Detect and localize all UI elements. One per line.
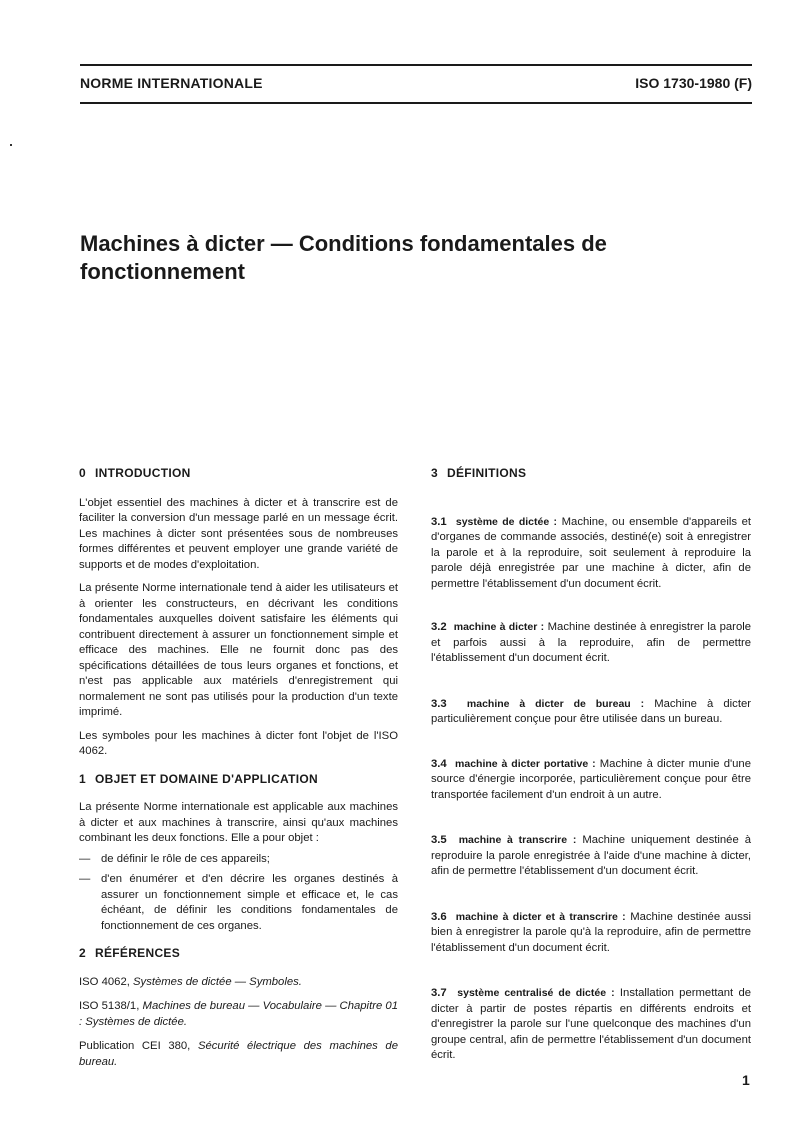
page-header — [80, 64, 752, 104]
document-title: Machines à dicter — Conditions fondamentales de fonctionnement — [80, 231, 607, 284]
reference-item: ISO 4062, Systèmes de dictée — Symboles. — [79, 975, 302, 988]
list-item: — de définir le rôle de ces appareils; — [79, 852, 270, 865]
intro-paragraph: L'objet essentiel des machines à dicter et à transcrire est de faciliter la conversion d'un message parlé en un message écrit. Les machines à dicter sont présentées sous de nombreuses formes différentes et peuvent employer une grande variété de supports et de modes d'exploitation. — [79, 496, 398, 571]
header-standard-type: NORME INTERNATIONALE — [80, 75, 263, 91]
reference-item: ISO 5138/1, Machines de bureau — Vocabulaire — Chapitre 01 : Systèmes de dictée. — [79, 1000, 398, 1028]
scope-paragraph: La présente Norme internationale est applicable aux machines à dicter et aux machines à transcrire, ainsi qu'aux machines combinant les deux fonctions. Elle a pour objet : — [79, 801, 398, 844]
definition-item: 3.6 machine à dicter et à transcrire : Machine destinée aussi bien à enregistrer la parole qu'à la reproduire, afin de permettre l'établissement d'un document écrit. — [431, 910, 752, 954]
list-item: — d'en énumérer et d'en décrire les organes destinés à assurer un fonctionnement simple et efficace et, le cas échéant, de définir les conditions fondamentales de fonctionnement de ces organes. — [79, 873, 398, 932]
definition-item: 3.4 machine à dicter portative : Machine à dicter munie d'une source d'énergie incorporée, particulièrement conçue pour être transportée facilement d'un endroit à un autre. — [431, 757, 752, 801]
right-column — [431, 466, 751, 1064]
section-heading-definitions: 3 DÉFINITIONS — [431, 466, 527, 480]
left-column — [79, 466, 398, 1079]
section-heading-introduction: 0 INTRODUCTION — [79, 466, 191, 480]
header-standard-number: ISO 1730-1980 (F) — [635, 75, 752, 91]
section-heading-references: 2 RÉFÉRENCES — [79, 946, 181, 960]
page-number: 1 — [742, 1072, 750, 1088]
definition-item: 3.1 système de dictée : Machine, ou ensemble d'appareils et d'organes de commande associés, destiné(e) soit à enregistrer la parole et à la reproduire, soit seulement à reproduire la parole déjà enregistrée par une machine à dicter, afin de permettre l'établissement d'un document écrit. — [431, 515, 751, 590]
definition-item: 3.5 machine à transcrire : Machine uniquement destinée à reproduire la parole enregistrée à l'aide d'une machine à dicter, afin de permettre l'établissement d'un document écrit. — [431, 834, 751, 877]
definition-item: 3.3 machine à dicter de bureau : Machine à dicter particulièrement conçue pour être utilisée dans un bureau. — [431, 697, 752, 725]
intro-paragraph: La présente Norme internationale tend à aider les utilisateurs et à orienter les constructeurs, en décrivant les conditions fondamentales auxquelles doivent satisfaire les éléments qui contribuent directement à assurer un fonctionnement simple et efficace des machines. Elle ne fournit donc pas des spécifications détaillées de tous leurs organes et fonctions, et n'est pas applicable aux matériels d'enregistrement qui normalement ne sont pas utilisés pour la production d'un texte imprimé. — [79, 582, 398, 718]
reference-item: Publication CEI 380, Sécurité électrique des machines de bureau. — [79, 1040, 398, 1068]
definition-item: 3.7 système centralisé de dictée : Installation permettant de dicter à partir de postes répartis en différents endroits et d'enregistrer la parole sur l'une quelconque des machines d'un groupe central, afin de permettre l'établissement d'un document écrit. — [431, 987, 752, 1061]
intro-paragraph: Les symboles pour les machines à dicter font l'objet de l'ISO 4062. — [79, 729, 398, 757]
section-heading-scope: 1 OBJET ET DOMAINE D'APPLICATION — [79, 771, 318, 786]
margin-mark — [10, 144, 12, 146]
definition-item: 3.2 machine à dicter : Machine destinée à enregistrer la parole et parfois aussi à la reproduire, afin de permettre l'établissement d'un document écrit. — [431, 621, 752, 664]
